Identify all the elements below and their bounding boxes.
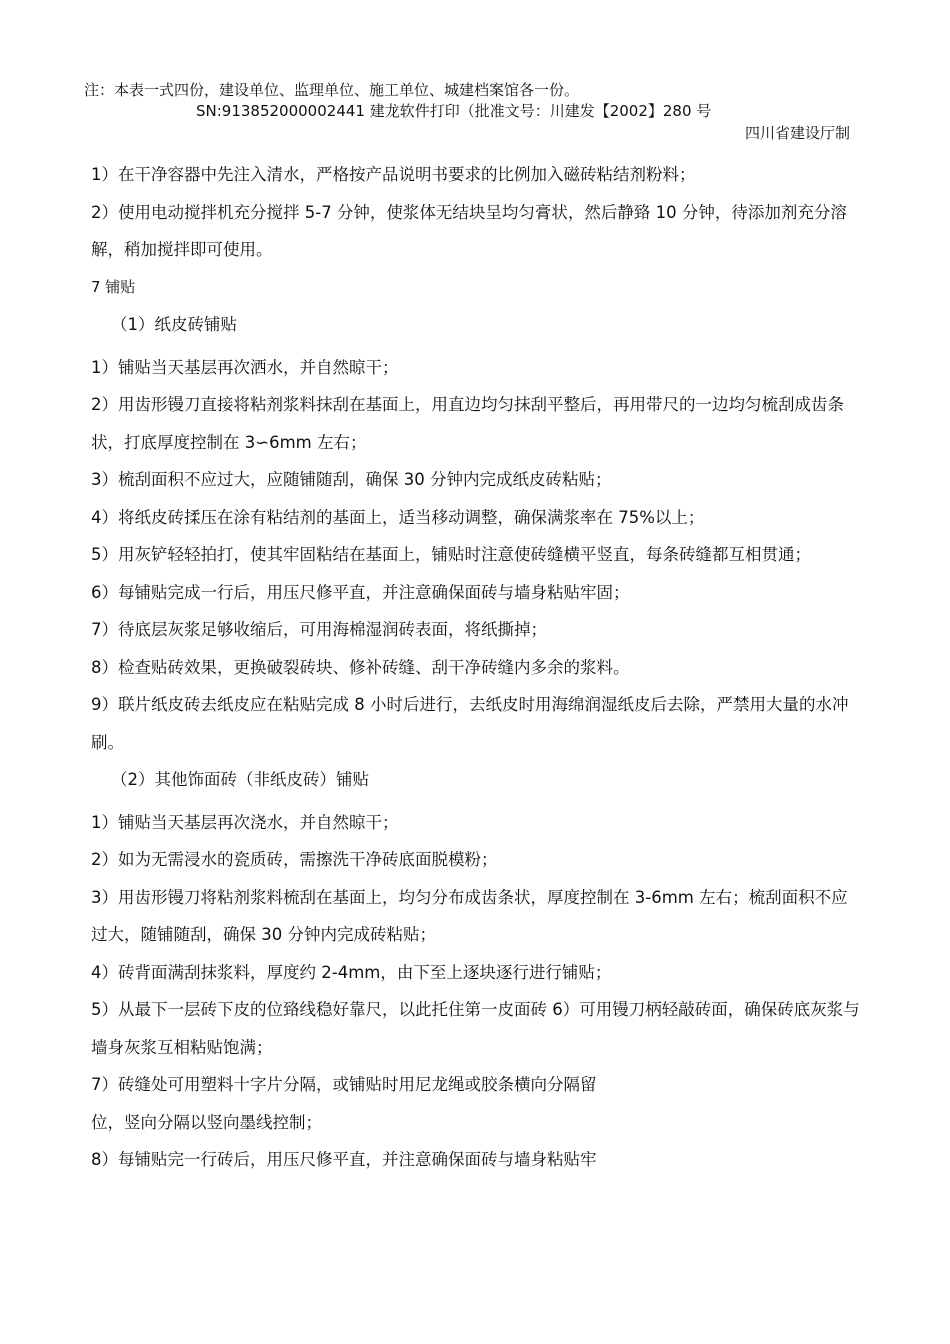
document-body [91, 156, 863, 1179]
subsection-heading-1: （1）纸皮砖铺贴 [111, 315, 237, 334]
header-organization: 四川省建设厅制 [744, 124, 850, 142]
subsection-heading-2: （2）其他饰面砖（非纸皮砖）铺贴 [111, 770, 369, 789]
list-item-b8: 8）每铺贴完一行砖后，用压尺修平直，并注意确保面砖与墙身粘贴牢 [91, 1150, 597, 1169]
list-item-a1: 1）铺贴当天基层再次洒水，并自然晾干； [91, 357, 399, 377]
list-item-a5: 5）用灰铲轻轻拍打，使其牢固粘结在基面上，铺贴时注意使砖缝横平竖直，每条砖缝都互相贯通； [91, 545, 811, 564]
header-serial-number: SN:913852000002441 建龙软件打印（批准文号：川建发【2002】280 号 [196, 102, 712, 120]
list-item-a2: 2）用齿形镘刀直接将粘剂浆料抹刮在基面上，用直边均匀抹刮平整后，再用带尺的一边均匀梳刮成齿条状，打底厚度控制在 3∽6mm 左右； [91, 395, 844, 452]
section-heading-7: 7 铺贴 [91, 277, 136, 296]
list-item-a4: 4）将纸皮砖揉压在涂有粘结剂的基面上，适当移动调整，确保满浆率在 75%以上； [91, 507, 705, 527]
paragraph-step-2: 2）使用电动搅拌机充分搅拌 5-7 分钟，使浆体无结块呈均匀膏状，然后静臵 10 分钟，待添加剂充分溶解，稍加搅拌即可使用。 [91, 202, 847, 259]
list-item-b3: 3）用齿形镘刀将粘剂浆料梳刮在基面上，均匀分布成齿条状，厚度控制在 3-6mm 左右；梳刮面积不应过大，随铺随刮，确保 30 分钟内完成砖粘贴； [91, 887, 848, 944]
list-item-b2: 2）如为无需浸水的瓷质砖，需擦洗干净砖底面脱模粉； [91, 850, 498, 869]
list-item-b1: 1）铺贴当天基层再次浇水，并自然晾干； [91, 812, 399, 832]
header-note: 注：本表一式四份，建设单位、监理单位、施工单位、城建档案馆各一份。 [84, 81, 580, 99]
list-item-a7: 7）待底层灰浆足够收缩后，可用海棉湿润砖表面，将纸撕掉； [91, 620, 547, 639]
list-item-b4: 4）砖背面满刮抹浆料，厚度约 2-4mm，由下至上逐块逐行进行铺贴； [91, 962, 612, 982]
list-item-a9: 9）联片纸皮砖去纸皮应在粘贴完成 8 小时后进行，去纸皮时用海绵润湿纸皮后去除，严禁用大量的水冲刷。 [91, 695, 849, 752]
list-item-a8: 8）检查贴砖效果，更换破裂砖块、修补砖缝、刮干净砖缝内多余的浆料。 [91, 657, 630, 677]
list-item-b7-line-2: 位，竖向分隔以竖向墨线控制； [91, 1112, 322, 1132]
list-item-b7-line-1: 7）砖缝处可用塑料十字片分隔，或铺贴时用尼龙绳或胶条横向分隔留 [91, 1075, 597, 1094]
paragraph-step-1: 1）在干净容器中先注入清水，严格按产品说明书要求的比例加入磁砖粘结剂粉料； [91, 165, 696, 184]
list-item-a3: 3）梳刮面积不应过大，应随铺随刮，确保 30 分钟内完成纸皮砖粘贴； [91, 470, 612, 489]
list-item-b5: 5）从最下一层砖下皮的位臵线稳好靠尺，以此托住第一皮面砖 6）可用镘刀柄轻敲砖面，确保砖底灰浆与墙身灰浆互相粘贴饱满； [91, 1000, 860, 1057]
list-item-a6: 6）每铺贴完成一行后，用压尺修平直，并注意确保面砖与墙身粘贴牢固； [91, 582, 630, 602]
